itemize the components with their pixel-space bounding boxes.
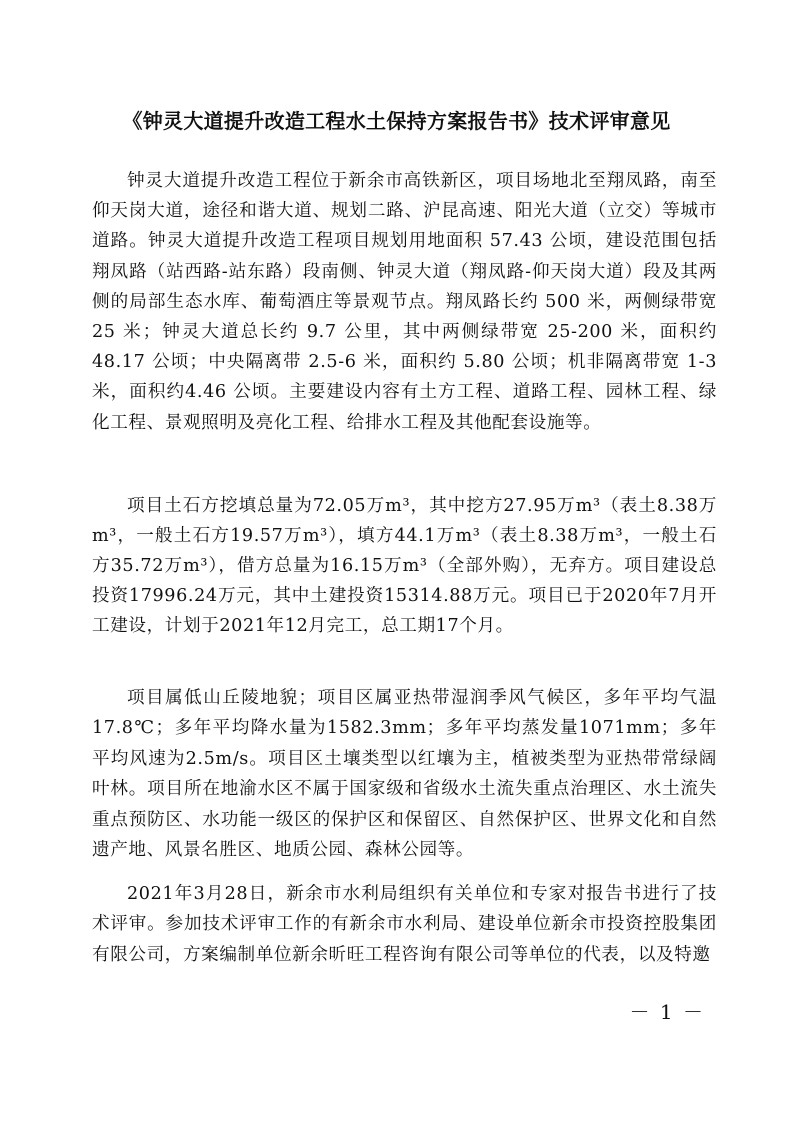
document-title: 《钟灵大道提升改造工程水土保持方案报告书》技术评审意见 [122,109,671,133]
paragraph-natural-conditions: 项目属低山丘陵地貌；项目区属亚热带湿润季风气候区，多年平均气温17.8℃；多年平均降水量为1582.3mm；多年平均蒸发量1071mm；多年平均风速为2.5m/s。项目区土壤类型以红壤为主，植被类型为亚热带常绿阔叶林。项目所在地渝水区不属于国家级和省级水土流失重点治理区、水土流失重点预防区、水功能一级区的保护区和保留区、自然保护区、世界文化和自然遗产地、风景名胜区、地质公园、森林公园等。 [92,688,717,861]
page-number: － 1 － [629,1000,705,1024]
paragraph-review-meeting: 2021年3月28日，新余市水利局组织有关单位和专家对报告书进行了技术评审。参加技术评审工作的有新余市水利局、建设单位新余市投资控股集团有限公司，方案编制单位新余昕旺工程咨询有限公司等单位的代表，以及特邀 [92,884,717,965]
paragraph-project-overview: 钟灵大道提升改造工程位于新余市高铁新区，项目场地北至翔凤路，南至仰天岗大道，途径和谐大道、规划二路、沪昆高速、阳光大道（立交）等城市道路。钟灵大道提升改造工程项目规划用地面积 57.43 公顷，建设范围包括翔凤路（站西路-站东路）段南侧、钟灵大道（翔凤路-仰天岗大道）段及其两侧的局部生态水库、葡萄酒庄等景观节点。翔凤路长约 500 米，两侧绿带宽 25 米；钟灵大道总长约 9.7 公里，其中两侧绿带宽 25-200 米，面积约 48.17 公顷；中央隔离带 2.5-6 米，面积约 5.80 公顷；机非隔离带宽 1-3 米，面积约4.46 公顷。主要建设内容有土方工程、道路工程、园林工程、绿化工程、景观照明及亮化工程、给排水工程及其他配套设施等。 [92,171,717,433]
paragraph-earthwork-investment: 项目土石方挖填总量为72.05万m³，其中挖方27.95万m³（表土8.38万m³，一般土石方19.57万m³），填方44.1万m³（表土8.38万m³，一般土石方35.72万m³），借方总量为16.15万m³（全部外购），无弃方。项目建设总投资17996.24万元，其中土建投资15314.88万元。项目已于2020年7月开工建设，计划于2021年12月完工，总工期17个月。 [92,496,717,636]
